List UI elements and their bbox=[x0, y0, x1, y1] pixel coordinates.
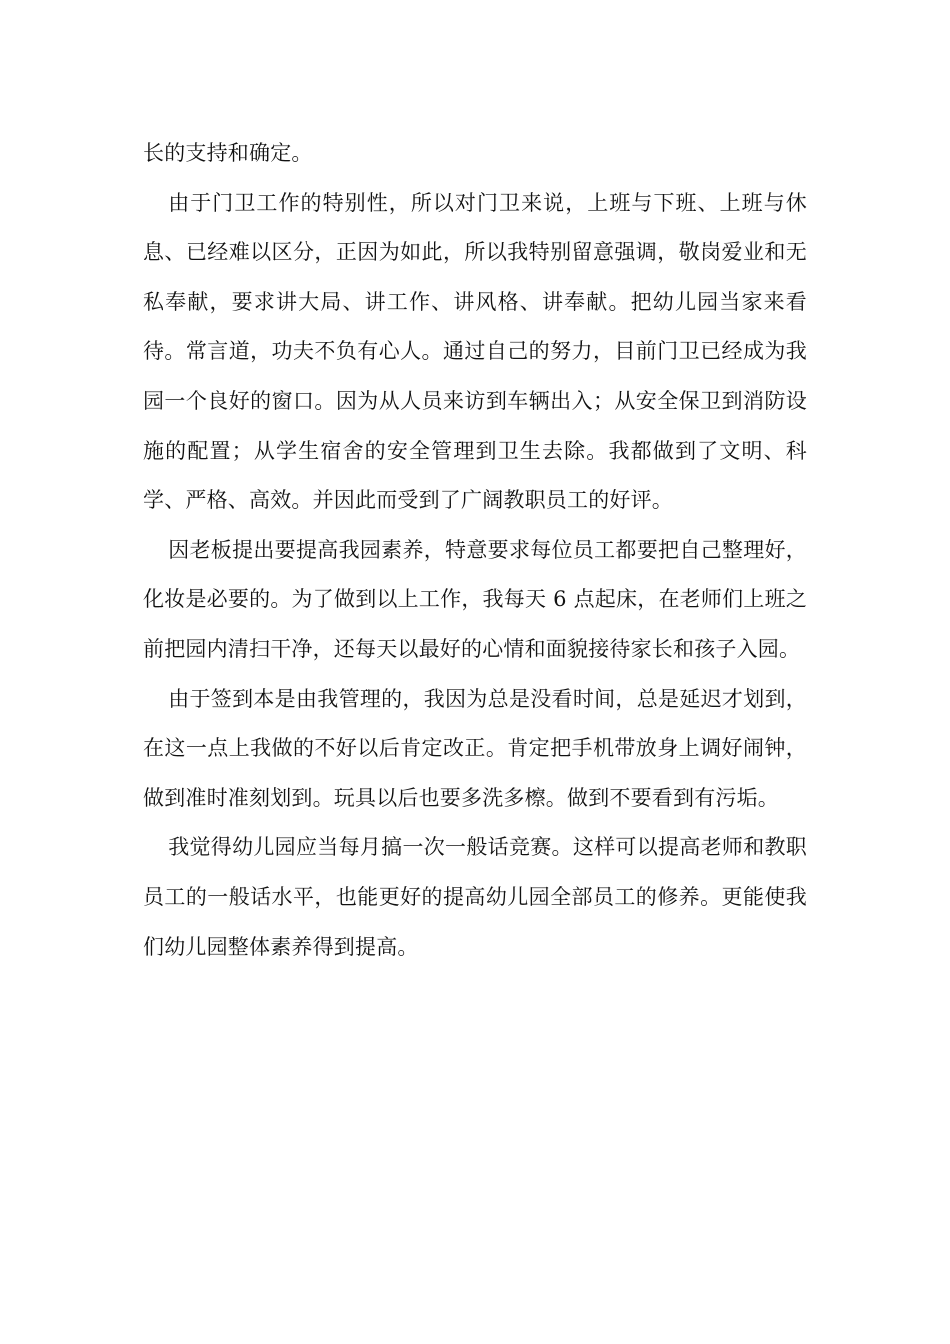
paragraph-4: 由于签到本是由我管理的，我因为总是没看时间，总是延迟才划到，在这一点上我做的不好以后肯定改正。肯定把手机带放身上调好闹钟，做到准时准刻划到。玩具以后也要多洗多檫。做到不要看到有污垢。 bbox=[143, 686, 807, 810]
paragraph-2: 由于门卫工作的特别性，所以对门卫来说，上班与下班、上班与休息、已经难以区分，正因为如此，所以我特别留意强调，敬岗爱业和无私奉献，要求讲大局、讲工作、讲风格、讲奉献。把幼儿园当家来看待。常言道，功夫不负有心人。通过自己的努力，目前门卫已经成为我园一个良好的窗口。因为从人员来访到车辆出入；从安全保卫到消防设施的配置；从学生宿舍的安全管理到卫生去除。我都做到了文明、科学、严格、高效。并因此而受到了广阔教职员工的好评。 bbox=[143, 190, 807, 513]
paragraph-3: 因老板提出要提高我园素养，特意要求每位员工都要把自己整理好，化妆是必要的。为了做到以上工作，我每天 6 点起床，在老师们上班之前把园内清扫干净，还每天以最好的心情和面貌接待家长和孩子入园。 bbox=[143, 537, 807, 661]
document-body bbox=[143, 129, 807, 972]
paragraph-1: 长的支持和确定。 bbox=[143, 141, 313, 165]
paragraph-5: 我觉得幼儿园应当每月搞一次一般话竞赛。这样可以提高老师和教职员工的一般话水平，也能更好的提高幼儿园全部员工的修养。更能使我们幼儿园整体素养得到提高。 bbox=[143, 835, 807, 959]
